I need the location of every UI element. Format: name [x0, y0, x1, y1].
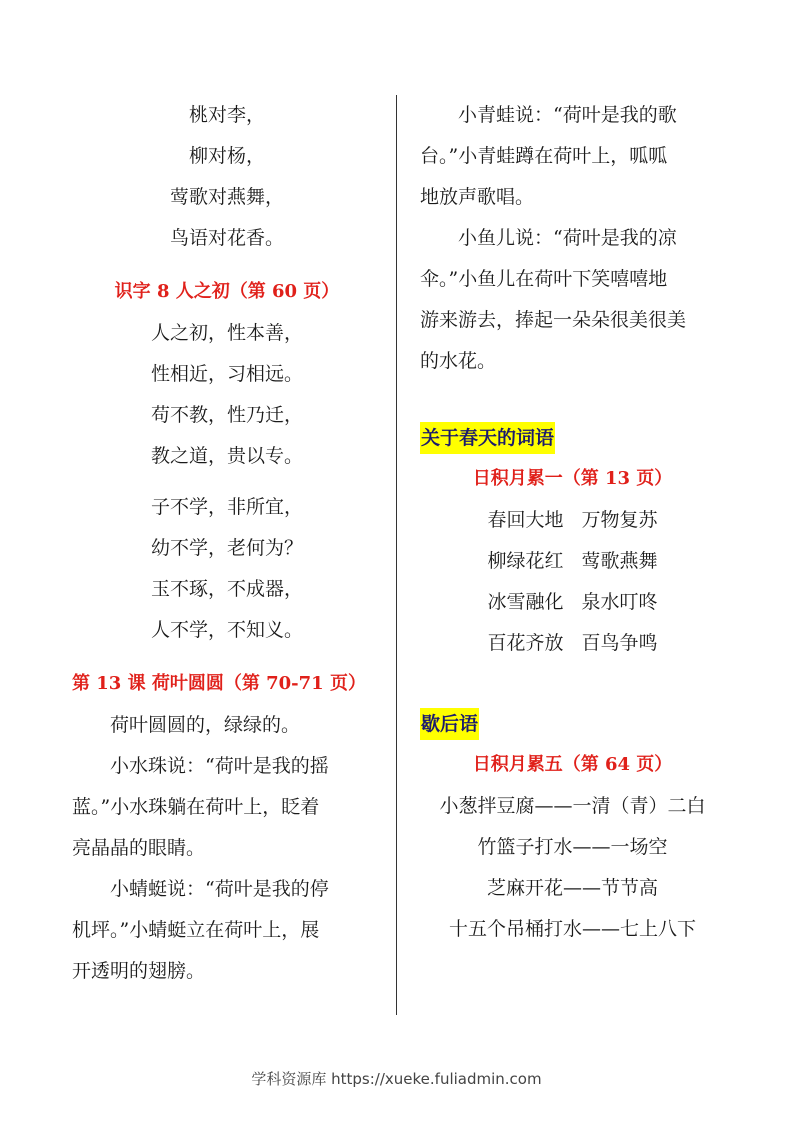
spring-word-list — [420, 500, 725, 664]
column-divider — [396, 95, 397, 1015]
poem-line: 桃对李， — [188, 104, 265, 126]
paragraph — [420, 95, 725, 218]
xiehouyu-list — [420, 786, 725, 950]
verse-line: 教之道，贵以专。 — [150, 445, 303, 467]
paragraph-line: 地放声歌唱。 — [420, 186, 535, 208]
spring-subtitle: 日积月累一（第 13 页） — [472, 468, 673, 489]
paragraph-line: 的水花。 — [420, 350, 497, 372]
paragraph-line: 小青蛙说：“荷叶是我的歌 — [458, 104, 677, 126]
paragraph-line: 小水珠说：“荷叶是我的摇 — [110, 755, 329, 777]
paragraph-line: 开透明的翅膀。 — [72, 960, 206, 982]
right-column — [420, 95, 725, 950]
paragraph — [72, 746, 382, 869]
word-pair: 春回大地 万物复苏 — [487, 509, 658, 531]
verse-line: 幼不学，老何为？ — [150, 537, 303, 559]
paragraph: 荷叶圆圆的，绿绿的。 — [110, 714, 301, 736]
word-pair: 冰雪融化 泉水叮咚 — [487, 591, 658, 613]
spring-words-heading: 关于春天的词语 — [420, 422, 555, 454]
poem-block — [72, 95, 382, 259]
spring-heading-wrap — [420, 422, 725, 454]
paragraph — [72, 869, 382, 992]
paragraph — [420, 218, 725, 382]
xiehouyu-heading-wrap — [420, 708, 725, 740]
word-pair: 百花齐放 百鸟争鸣 — [487, 632, 658, 654]
verse-line: 性相近，习相远。 — [150, 363, 303, 385]
lesson-title-13: 第 13 课 荷叶圆圆（第 70-71 页） — [72, 673, 366, 694]
paragraph-line: 机坪。”小蜻蜓立在荷叶上，展 — [72, 919, 320, 941]
xiehouyu-subtitle: 日积月累五（第 64 页） — [472, 754, 673, 775]
verse-line: 人不学，不知义。 — [150, 619, 303, 641]
paragraph-line: 小鱼儿说：“荷叶是我的凉 — [458, 227, 677, 249]
paragraph-line: 小蜻蜓说：“荷叶是我的停 — [110, 878, 329, 900]
footer-watermark: 学科资源库 https://xueke.fuliadmin.com — [251, 1070, 542, 1088]
xiehouyu-line: 芝麻开花——节节高 — [486, 877, 658, 899]
paragraph-line: 蓝。”小水珠躺在荷叶上，眨着 — [72, 796, 320, 818]
xiehouyu-line: 十五个吊桶打水——七上八下 — [448, 918, 696, 940]
word-pair: 柳绿花红 莺歌燕舞 — [487, 550, 658, 572]
section-title-shizi8: 识字 8 人之初（第 60 页） — [114, 281, 340, 302]
poem-line: 鸟语对花香。 — [169, 227, 284, 249]
paragraph-line: 台。”小青蛙蹲在荷叶上，呱呱 — [420, 145, 668, 167]
paragraph-line: 伞。”小鱼儿在荷叶下笑嘻嘻地 — [420, 268, 668, 290]
verse-line: 子不学，非所宜， — [150, 496, 303, 518]
verse-line: 人之初，性本善， — [150, 322, 303, 344]
verse-line: 玉不琢，不成器， — [150, 578, 303, 600]
verse-line: 苟不教，性乃迁， — [150, 404, 303, 426]
sanzijing-block-a — [72, 313, 382, 477]
left-column — [72, 95, 382, 992]
paragraph-line: 游来游去，捧起一朵朵很美很美 — [420, 309, 687, 331]
xiehouyu-line: 竹篮子打水——一场空 — [477, 836, 668, 858]
paragraph-line: 亮晶晶的眼睛。 — [72, 837, 206, 859]
xiehouyu-heading: 歇后语 — [420, 708, 479, 740]
poem-line: 柳对杨， — [188, 145, 265, 167]
poem-line: 莺歌对燕舞， — [169, 186, 284, 208]
xiehouyu-line: 小葱拌豆腐——一清（青）二白 — [439, 795, 706, 817]
sanzijing-block-b — [72, 487, 382, 651]
